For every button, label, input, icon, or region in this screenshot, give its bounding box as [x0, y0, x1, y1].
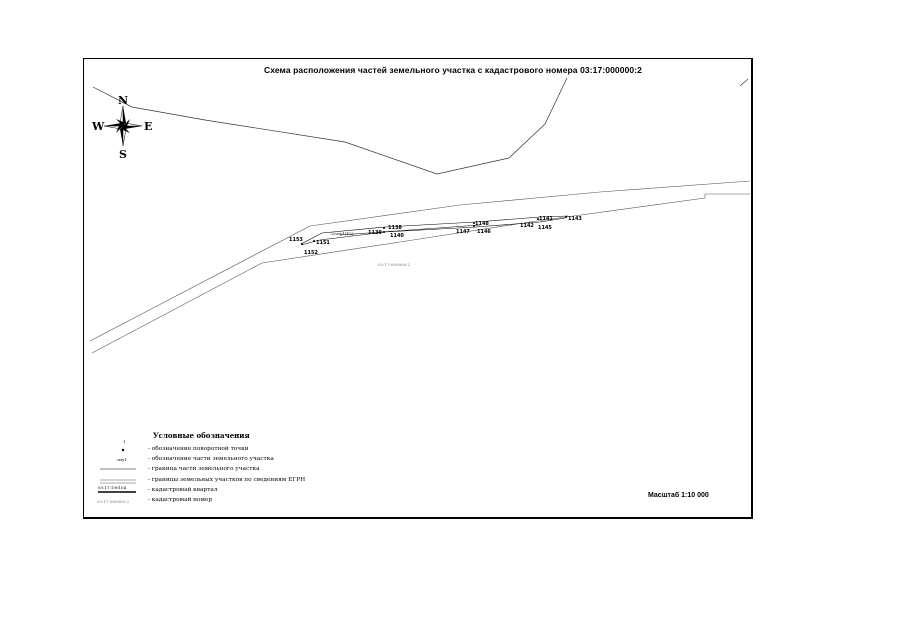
point-label-1145: 1145: [538, 225, 552, 231]
compass-rose-icon: [104, 106, 142, 146]
top-right-tick: [740, 79, 748, 86]
top-boundary-line: [93, 78, 567, 174]
point-label-1138: 1138: [388, 225, 402, 231]
parcel-boundary-upper: [90, 181, 750, 341]
legend-item-part: - обозначение части земельного участка: [148, 456, 274, 462]
compass-west-label: W: [92, 120, 105, 133]
compass-south-label: S: [119, 148, 127, 161]
point-label-1142: 1142: [520, 223, 534, 229]
point-label-1139: 1139: [368, 230, 382, 236]
legend-point-number: 1: [123, 439, 126, 444]
legend-item-turning-point: - обозначение поворотной точки: [148, 446, 249, 452]
legend-item-part-boundary: - граница части земельного участка: [148, 466, 260, 472]
point-label-1143: 1143: [568, 216, 582, 222]
legend-part-sample: :чзу1: [116, 457, 128, 462]
point-label-1153: 1153: [289, 237, 303, 243]
parcel-boundary-lower: [92, 194, 750, 353]
point-label-1152: 1152: [304, 250, 318, 256]
legend-item-cadastral-number: - кадастровый номер: [148, 497, 213, 503]
legend-point-symbol: [122, 449, 124, 451]
point-label-1140: 1140: [390, 233, 404, 239]
point-label-1151: 1151: [316, 240, 330, 246]
legend-item-egrn-boundaries: - границы земельных участков по сведениям ЕГРН: [148, 477, 306, 483]
legend-parcel-sample: 03:17:000000:2: [97, 499, 130, 504]
part-label: :2/чзу1(У2): [330, 231, 354, 236]
point-label-1148: 1148: [475, 221, 489, 227]
map-scale: Масштаб 1:10 000: [648, 492, 709, 499]
compass-north-label: N: [118, 94, 129, 107]
compass-east-label: E: [144, 120, 153, 133]
map-title: Схема расположения частей земельного участка с кадастрового номера 03:17:000000:2: [263, 65, 642, 75]
legend-title: Условные обозначения: [153, 431, 250, 440]
legend-quarter-sample: 03:17:190104: [98, 485, 127, 490]
point-label-1146: 1146: [477, 229, 491, 235]
point-label-1147: 1147: [456, 229, 470, 235]
parcel-cadastral-label: 03:17:000000:2: [378, 262, 411, 267]
part-boundary-upper: [301, 216, 568, 244]
point-label-1141: 1141: [539, 216, 553, 222]
legend-item-cadastral-quarter: - кадастровый квартал: [148, 487, 218, 493]
